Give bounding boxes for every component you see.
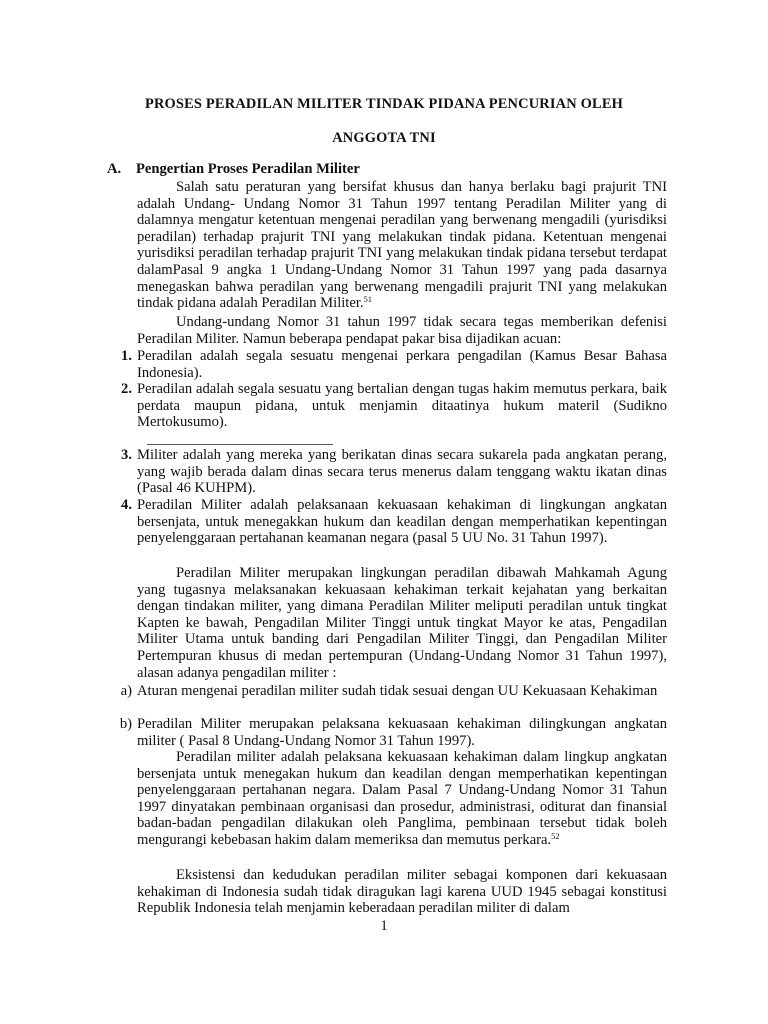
document-title-line-1: PROSES PERADILAN MILITER TINDAK PIDANA PENCURIAN OLEH (144, 96, 624, 112)
alpha-number-a: a) (120, 683, 132, 699)
paragraph-2: Undang-undang Nomor 31 tahun 1997 tidak secara tegas memberikan defenisi Peradilan Militer. Namun beberapa pendapat pakar bisa dijadikan acuan: (137, 314, 667, 347)
footnote-ref-51: 51 (363, 294, 373, 305)
paragraph-4 (137, 749, 667, 849)
list-item-1: Peradilan adalah segala sesuatu mengenai perkara pengadilan (Kamus Besar Bahasa Indonesia). (137, 348, 667, 381)
paragraph-1-text: Salah satu peraturan yang bersifat khusus dan hanya berlaku bagi prajurit TNI adalah Undang- Undang Nomor 31 Tahun 1997 tentang Peradilan Militer yang di dalamnya mengatur ketentuan mengenai peradilan yang berwenang mengadili (yurisdiksi peradilan) terhadap prajurit TNI yang melakukan tindak pidana. Ketentuan mengenai yurisdiksi peradilan terhadap prajurit TNI yang melakukan tindak pidana tersebut terdapat dalamPasal 9 angka 1 Undang-Undang Nomor 31 Tahun 1997 yang pada dasarnya menegaskan bahwa peradilan yang berwenang mengadili prajurit TNI yang melakukan tindak pidana adalah Peradilan Militer. (137, 179, 667, 312)
paragraph-5: Eksistensi dan kedudukan peradilan militer sebagai komponen dari kekuasaan kehakiman di Indonesia sudah tidak diragukan lagi karena UUD 1945 sebagai konstitusi Republik Indonesia telah menjamin keberadaan peradilan militer di dalam (137, 867, 667, 917)
alpha-item-b: Peradilan Militer merupakan pelaksana kekuasaan kehakiman dilingkungan angkatan militer ( Pasal 8 Undang-Undang Nomor 31 Tahun 1997). (137, 716, 667, 749)
list-item-3: Militer adalah yang mereka yang berikatan dinas secara sukarela pada angkatan perang, yang wajib berada dalam dinas secara terus menerus dalam tenggang waktu ikatan dinas (Pasal 46 KUHPM). (137, 447, 667, 497)
document-title-line-2: ANGGOTA TNI (332, 130, 436, 146)
list-item-4: Peradilan Militer adalah pelaksanaan kekuasaan kehakiman di lingkungan angkatan bersenjata, untuk menegakkan hukum dan keadilan dengan memperhatikan kepentingan penyelenggaraan pertahanan keamanan negara (pasal 5 UU No. 31 Tahun 1997). (137, 497, 667, 547)
section-letter: A. (107, 161, 122, 177)
list-number-2: 2. (121, 381, 132, 397)
paragraph-1 (137, 179, 667, 312)
alpha-number-b: b) (119, 716, 132, 732)
footnote-separator (147, 444, 333, 445)
footnote-ref-52: 52 (551, 830, 560, 841)
list-item-2: Peradilan adalah segala sesuatu yang bertalian dengan tugas hakim memutus perkara, baik perdata maupun pidana, untuk menjamin ditaatinya hukum materil (Sudikno Mertokusumo). (137, 381, 667, 431)
paragraph-4-text: Peradilan militer adalah pelaksana kekuasaan kehakiman dalam lingkup angkatan bersenjata untuk menegakan hukum dan keadilan dengan memperhatikan kepentingan penyelenggaraan pertahanan negara. Dalam Pasal 7 Undang-Undang Nomor 31 Tahun 1997 dinyatakan pembinaan organisasi dan prosedur, administrasi, oditurat dan finansial badan-badan pengadilan dilakukan oleh Panglima, pembinaan tersebut tidak boleh mengurangi kebebasan hakim dalam memeriksa dan memutus perkara. (137, 749, 667, 848)
page-number: 1 (380, 918, 388, 934)
section-heading (107, 161, 360, 178)
section-heading-text: Pengertian Proses Peradilan Militer (136, 161, 360, 177)
list-number-4: 4. (121, 497, 132, 513)
list-number-1: 1. (121, 348, 132, 364)
list-number-3: 3. (121, 447, 132, 463)
alpha-item-a: Aturan mengenai peradilan militer sudah tidak sesuai dengan UU Kekuasaan Kehakiman (137, 683, 658, 699)
paragraph-3: Peradilan Militer merupakan lingkungan peradilan dibawah Mahkamah Agung yang tugasnya melaksanakan kekuasaan kehakiman terkait kejahatan yang berkaitan dengan tindakan militer, yang dimana Peradilan Militer meliputi peradilan untuk tingkat Kapten ke bawah, Pengadilan Militer Tinggi untuk tingkat Mayor ke atas, Pengadilan Militer Utama untuk banding dari Pengadilan Militer Tinggi, dan Pengadilan Militer Pertempuran khusus di medan pertempuran (Undang-Undang Nomor 31 Tahun 1997), alasan adanya pengadilan militer : (137, 565, 667, 681)
